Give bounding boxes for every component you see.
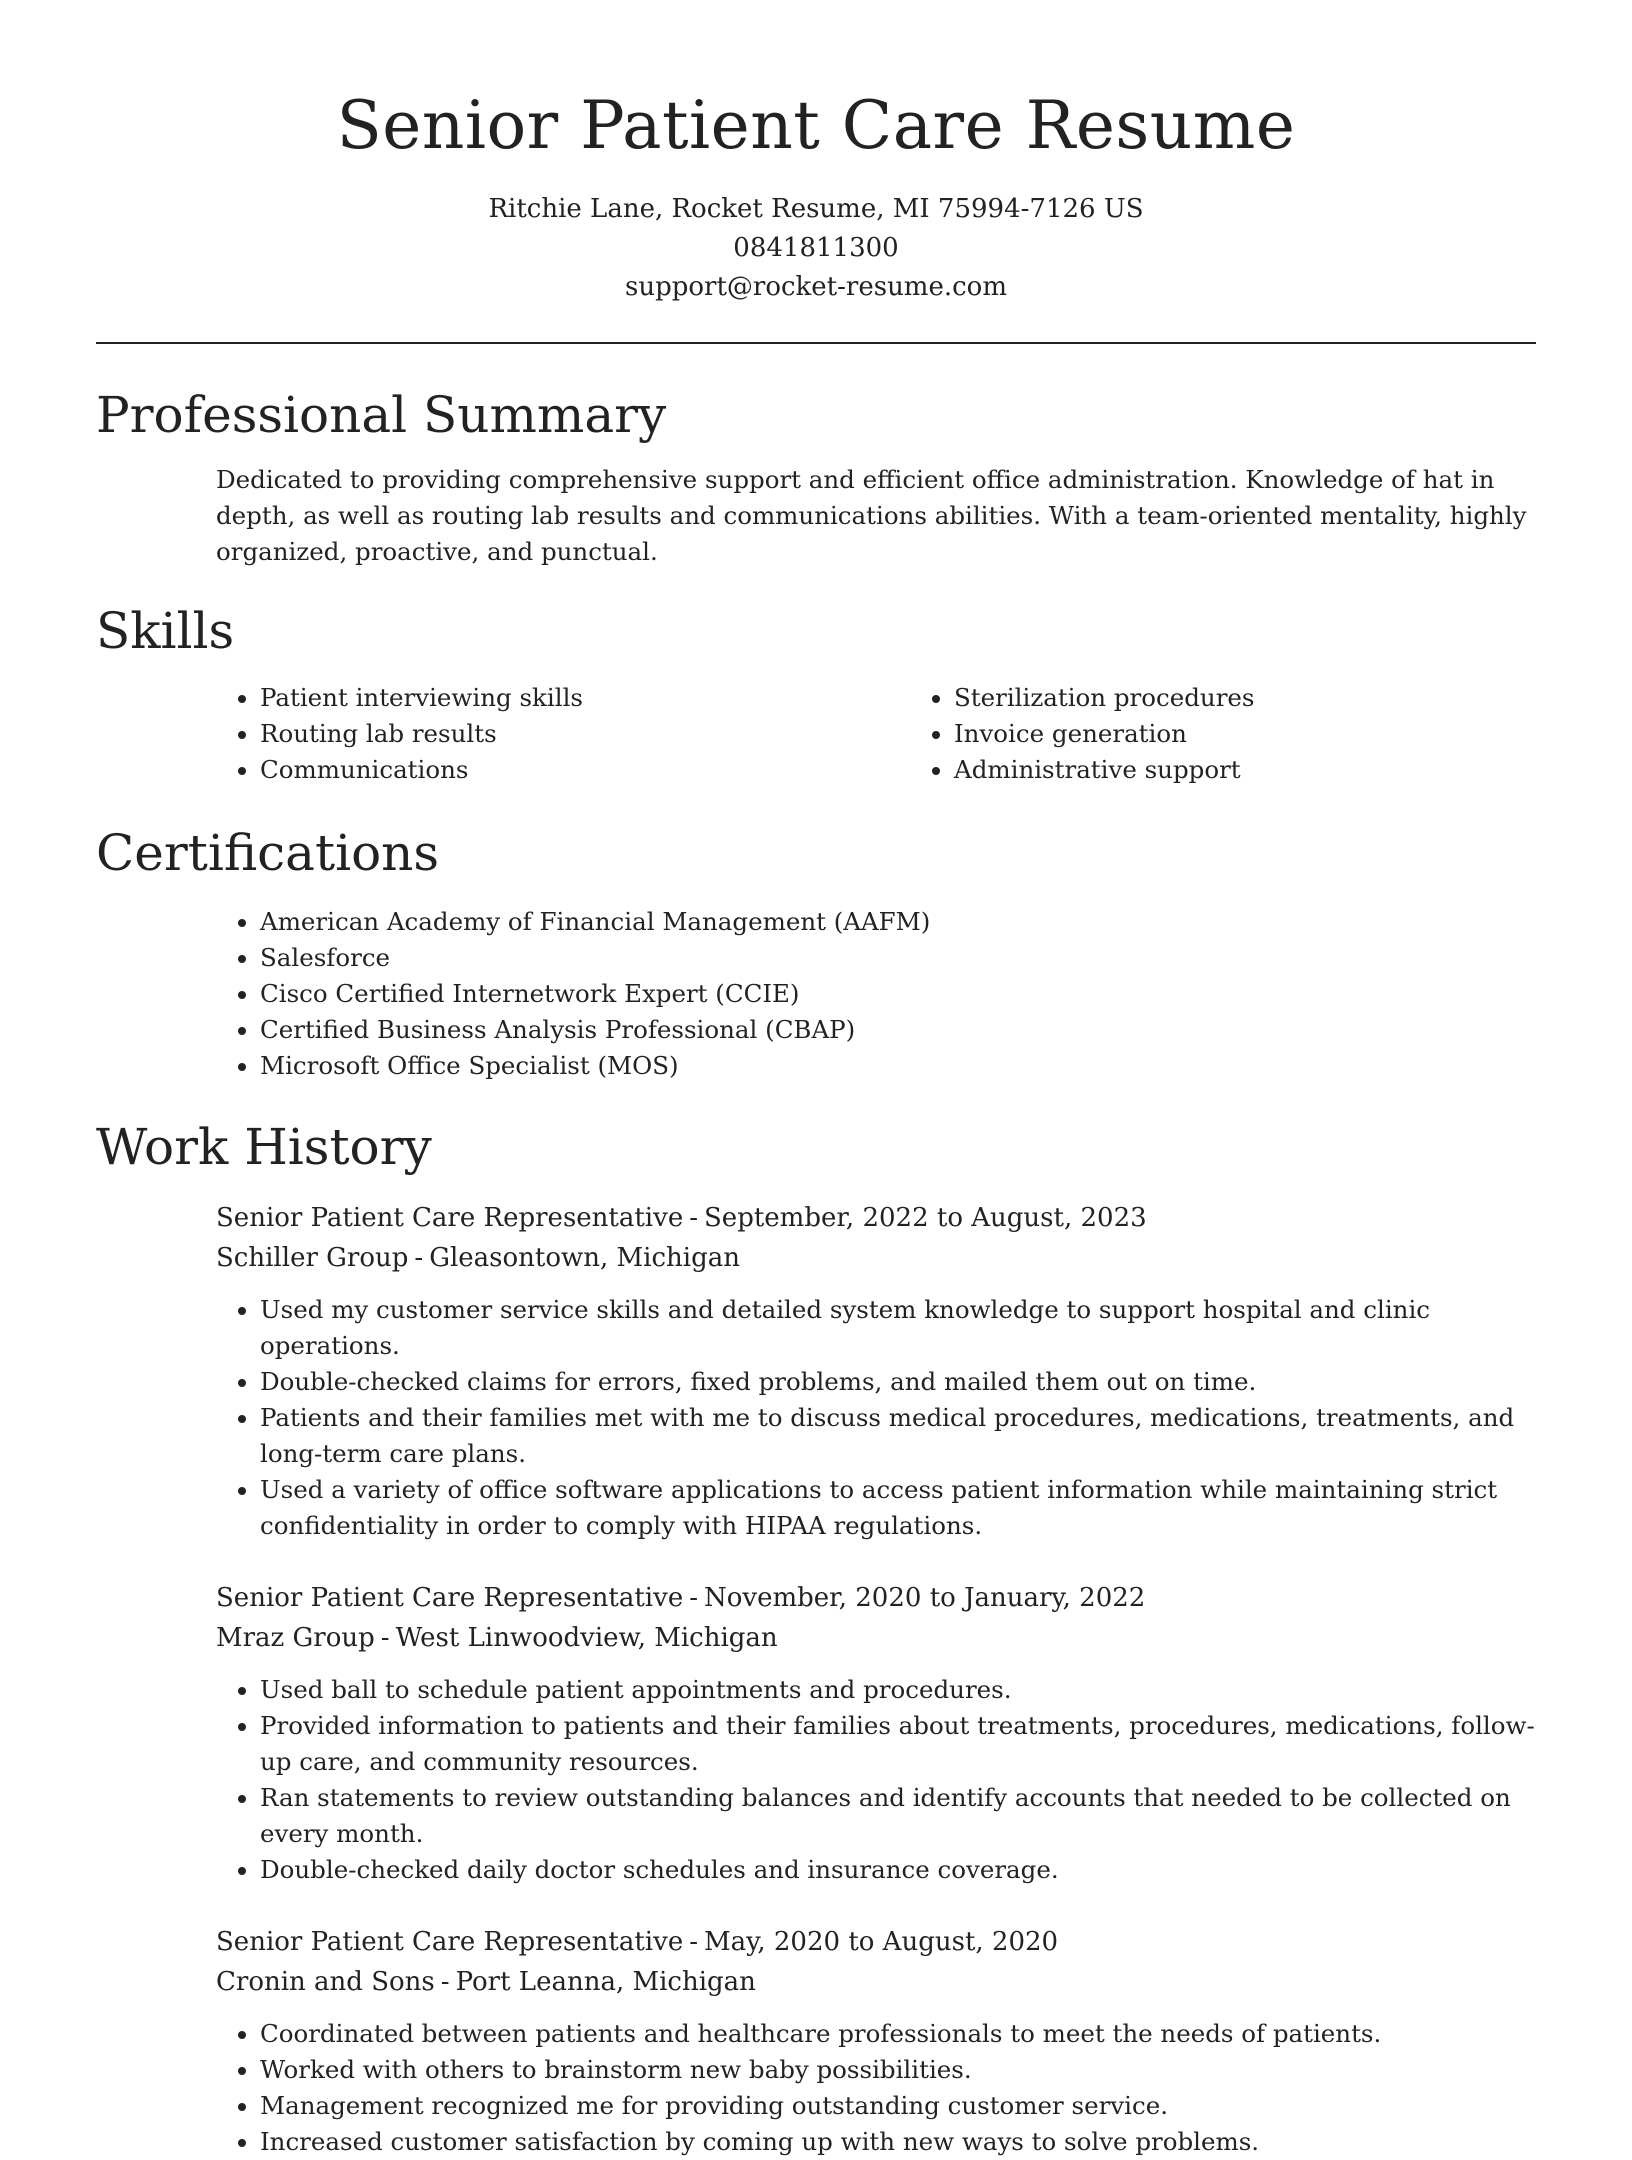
job-bullet: • Used a variety of office software applications to access patient information while maintaining strict confidentiality in order to comply with HIPAA regulations. [260,1472,1536,1544]
skills-heading: Skills [96,602,235,660]
job-bullet: • Double-checked claims for errors, fixed problems, and mailed them out on time. [260,1364,1536,1400]
work-history-section [96,1112,1536,2160]
resume-title: Senior Patient Care Resume [336,87,1296,164]
summary-text: Dedicated to providing comprehensive support and efficient office administration. Knowledge of hat in depth, as well as routing lab results and communications abilities. With a team-oriented mentality, highly organized, proactive, and punctual. [216,465,1527,566]
job-location: Port Leanna, Michigan [455,1967,756,1997]
certification-item: • Microsoft Office Specialist (MOS) [260,1048,1536,1084]
header-divider [96,342,1536,344]
job-company-line [216,1618,1536,1658]
job-dates: September, 2022 to August, 2023 [704,1203,1147,1233]
job-dates: May, 2020 to August, 2020 [704,1927,1059,1957]
job-entry [216,1922,1536,2160]
certification-item: • American Academy of Financial Management (AAFM) [260,904,1536,940]
job-bullet: • Provided information to patients and their families about treatments, procedures, medications, follow-up care, and community resources. [260,1708,1536,1780]
separator: - [689,1583,698,1613]
skill-item: • Routing lab results [260,716,910,752]
job-bullet: • Management recognized me for providing outstanding customer service. [260,2088,1536,2124]
job-company: Cronin and Sons [216,1967,435,1997]
job-title-line [216,1578,1536,1618]
certification-item: • Cisco Certified Internetwork Expert (CCIE) [260,976,1536,1012]
certifications-section [96,818,1536,1084]
job-bullet: • Worked with others to brainstorm new baby possibilities. [260,2052,1536,2088]
skills-list-right [910,680,1604,788]
job-entry [216,1578,1536,1888]
skill-item: • Sterilization procedures [954,680,1604,716]
separator: - [689,1203,698,1233]
skills-list-left [216,680,910,788]
job-bullet: • Ran statements to review outstanding balances and identify accounts that needed to be collected on every month. [260,1780,1536,1852]
job-title-line [216,1198,1536,1238]
job-title-line [216,1922,1536,1962]
skill-item: • Administrative support [954,752,1604,788]
certifications-heading: Certifications [96,824,440,882]
job-location: West Linwoodview, Michigan [395,1623,778,1653]
job-bullet: • Increased customer satisfaction by coming up with new ways to solve problems. [260,2124,1536,2160]
contact-email: support@rocket-resume.com [624,272,1007,302]
job-title: Senior Patient Care Representative [216,1203,684,1233]
job-title: Senior Patient Care Representative [216,1927,684,1957]
job-bullets [216,2016,1536,2160]
contact-address: Ritchie Lane, Rocket Resume, MI 75994-7126 US [488,194,1144,224]
skill-item: • Patient interviewing skills [260,680,910,716]
job-bullets [216,1292,1536,1544]
resume-content [96,380,1536,2160]
certifications-list [216,904,1536,1084]
job-bullets [216,1672,1536,1888]
certification-item: • Salesforce [260,940,1536,976]
job-location: Gleasontown, Michigan [429,1243,740,1273]
contact-phone: 0841811300 [733,233,899,263]
job-company-line [216,1962,1536,2002]
job-bullet: • Used ball to schedule patient appointments and procedures. [260,1672,1536,1708]
job-company: Schiller Group [216,1243,409,1273]
work-history-heading: Work History [96,1118,432,1176]
contact-block [0,190,1632,307]
resume-header [0,0,1632,307]
separator: - [380,1623,390,1653]
job-bullet: • Used my customer service skills and detailed system knowledge to support hospital and clinic operations. [260,1292,1536,1364]
job-entry [216,1198,1536,1544]
job-company: Mraz Group [216,1623,375,1653]
job-bullet: • Coordinated between patients and healthcare professionals to meet the needs of patients. [260,2016,1536,2052]
summary-section [96,380,1536,570]
job-bullet: • Double-checked daily doctor schedules and insurance coverage. [260,1852,1536,1888]
job-dates: November, 2020 to January, 2022 [704,1583,1146,1613]
separator: - [414,1243,424,1273]
skills-section [96,596,1536,788]
job-company-line [216,1238,1536,1278]
summary-heading: Professional Summary [96,386,667,444]
job-title: Senior Patient Care Representative [216,1583,684,1613]
skill-item: • Communications [260,752,910,788]
separator: - [440,1967,450,1997]
skill-item: • Invoice generation [954,716,1604,752]
separator: - [689,1927,698,1957]
certification-item: • Certified Business Analysis Professional (CBAP) [260,1012,1536,1048]
job-bullet: • Patients and their families met with me to discuss medical procedures, medications, treatments, and long-term care plans. [260,1400,1536,1472]
